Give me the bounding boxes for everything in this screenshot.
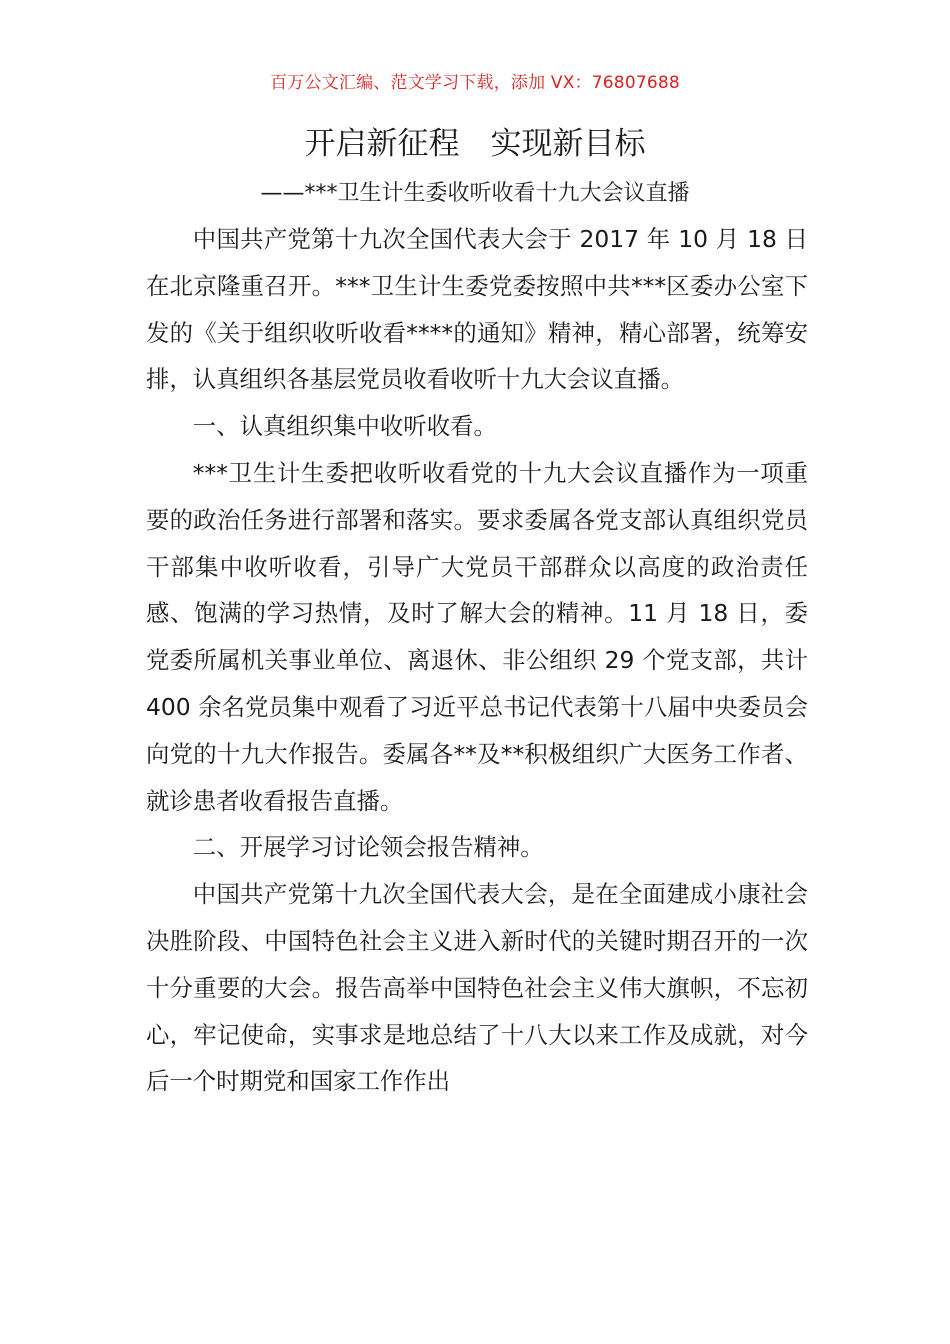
section-heading-1: 一、认真组织集中收听收看。 <box>192 412 497 441</box>
paragraph-section-1: ***卫生计生委把收听收看党的十九大会议直播作为一项重要的政治任务进行部署和落实。要求委属各党支部认真组织党员干部集中收听收看，引导广大党员干部群众以高度的政治责任感、饱满的学习热情，及时了解大会的精神。11 月 18 日，委党委所属机关事业单位、离退休、非公组织 29 个党支部，共计 400 余名党员集中观看了习近平总书记代表第十八届中央委员会向党的十九大作报告。委属各**及**积极组织广大医务工作者、就诊患者收看报告直播。 <box>146 458 808 815</box>
document-title: 开启新征程 实现新目标 <box>304 126 646 162</box>
paragraph-intro: 中国共产党第十九次全国代表大会于 2017 年 10 月 18 日在北京隆重召开。***卫生计生委党委按照中共***区委办公室下发的《关于组织收听收看****的通知》精神，精心部署，统筹安排，认真组织各基层党员收看收听十九大会议直播。 <box>146 225 808 394</box>
paragraph-section-2: 中国共产党第十九次全国代表大会，是在全面建成小康社会决胜阶段、中国特色社会主义进入新时代的关键时期召开的一次十分重要的大会。报告高举中国特色社会主义伟大旗帜，不忘初心，牢记使命，实事求是地总结了十八大以来工作及成就，对今后一个时期党和国家工作作出 <box>146 880 808 1096</box>
header-banner: 百万公文汇编、范文学习下载，添加 VX：76807688 <box>270 73 680 93</box>
document-body <box>146 216 808 1105</box>
document-subtitle: ——***卫生计生委收听收看十九大会议直播 <box>260 181 690 206</box>
section-heading-2: 二、开展学习讨论领会报告精神。 <box>192 833 544 862</box>
